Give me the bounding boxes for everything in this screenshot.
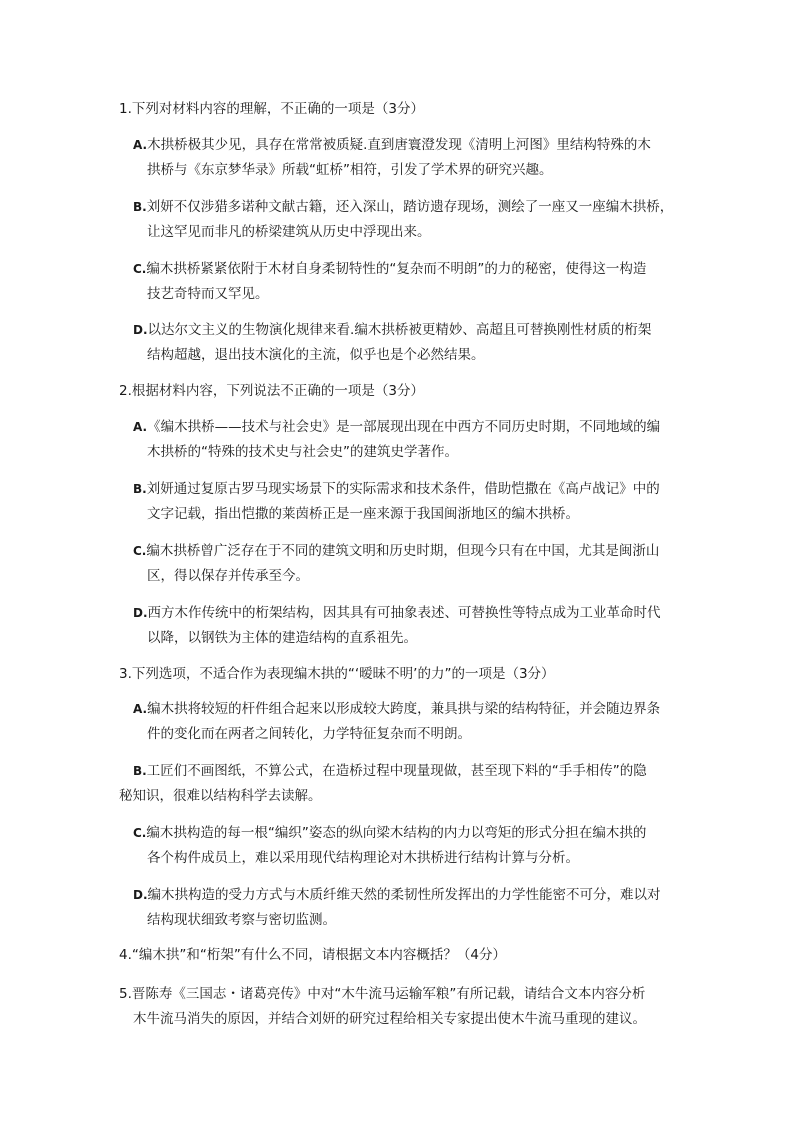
option-text-line1: 编木拱桥紧紧依附于木材自身柔韧特性的“复杂而不明朗”的力的秘密，使得这一构造 [146, 261, 647, 277]
option-text-line2: 结构现状细致考察与密切监测。 [147, 912, 336, 928]
question-1-option-c [133, 257, 679, 307]
option-label: B. [133, 482, 147, 496]
option-label: A. [133, 420, 148, 434]
option-text-line1: 刘妍通过复原古罗马现实场景下的实际需求和技术条件，借助恺撒在《高卢战记》中的 [146, 481, 660, 497]
option-text-line2: 拱桥与《东京梦华录》所载“虹桥”相符，引发了学术界的研究兴趣。 [147, 162, 553, 178]
question-3-option-b [119, 759, 679, 809]
question-1-stem: 1.下列对材料内容的理解，不正确的一项是（3分） [119, 101, 424, 117]
question-3-option-c [133, 821, 679, 871]
option-text-line2: 以降，以钢铁为主体的建造结构的直系祖先。 [147, 630, 417, 646]
option-text-line1: 西方木作传统中的桁架结构，因其具有可抽象表述、可替换性等特点成为工业革命时代 [147, 605, 661, 621]
option-text-line2: 秘知识，很难以结构科学去读解。 [119, 788, 322, 804]
option-text-line2: 技艺奇特而又罕见。 [147, 286, 269, 302]
question-1-option-d [133, 318, 679, 368]
option-text-line2: 木拱桥的“特殊的技术史与社会史”的建筑史学著作。 [147, 444, 458, 460]
option-text-line1: 编木拱构造的受力方式与木质纤维天然的柔韧性所发挥出的力学性能密不可分，难以对 [147, 887, 661, 903]
option-text-line1: 《编木拱桥——技术与社会史》是一部展现出现在中西方不同历史时期，不同地域的编 [147, 419, 661, 435]
option-label: C. [133, 262, 147, 276]
question-3-option-a [133, 697, 679, 747]
question-1-option-b [133, 195, 679, 245]
question-3-option-d [133, 883, 679, 933]
option-text-line2: 区，得以保存并传承至今。 [147, 568, 309, 584]
option-text-line1: 以达尔文主义的生物演化规律来看.编木拱桥被更精妙、高超且可替换刚性材质的桁架 [147, 322, 652, 338]
option-text-line2: 文字记载，指出恺撒的莱茵桥正是一座来源于我国闽浙地区的编木拱桥。 [147, 506, 579, 522]
option-text-line1: 编木拱构造的每一根“编织”姿态的纵向梁木结构的内力以弯矩的形式分担在编木拱的 [146, 825, 647, 841]
option-label: D. [133, 888, 148, 902]
option-label: B. [133, 764, 147, 778]
option-label: B. [133, 200, 147, 214]
option-label: D. [133, 323, 148, 337]
question-4-stem: 4.“编木拱”和“桁架”有什么不同，请根据文本内容概括？（4分） [119, 947, 506, 963]
question-5-stem [119, 982, 679, 1032]
option-text-line1: 刘妍不仅涉猎多诺种文献古籍，还入深山，踏访遗存现场，测绘了一座又一座编木拱桥， [146, 199, 674, 215]
question-2-option-a [133, 415, 679, 465]
option-text-line2: 结构超越，退出技木演化的主流，似乎也是个必然结果。 [147, 347, 485, 363]
option-text-line1: 编木拱将较短的杆件组合起来以形成较大跨度，兼具拱与梁的结构特征，并会随边界条 [147, 701, 661, 717]
question-5-line1: 5.晋陈寿《三国志・诸葛亮传》中对“木牛流马运输军粮”有所记载，请结合文本内容分析 [119, 986, 646, 1002]
option-label: D. [133, 606, 148, 620]
question-1-option-a [133, 133, 679, 183]
option-text-line1: 木拱桥极其少见，具存在常常被质疑.直到唐寰澄发现《清明上河图》里结构特殊的木 [147, 137, 651, 153]
question-2-stem: 2.根据材料内容，下列说法不正确的一项是（3分） [119, 383, 424, 399]
option-text-line1: 编木拱桥曾广泛存在于不同的建筑文明和历史时期，但现今只有在中国，尤其是闽浙山 [146, 543, 660, 559]
option-label: A. [133, 702, 148, 716]
option-text-line2: 各个构件成员上，难以采用现代结构理论对木拱桥进行结构计算与分析。 [147, 850, 579, 866]
option-text-line2: 让这罕见而非凡的桥梁建筑从历史中浮现出来。 [147, 224, 431, 240]
question-5-line2: 木牛流马消失的原因，并结合刘妍的研究过程给相关专家提出使木牛流马重现的建议。 [133, 1011, 646, 1027]
question-2-option-d [133, 601, 679, 651]
option-label: C. [133, 826, 147, 840]
option-label: A. [133, 138, 148, 152]
question-3-stem: 3.下列选项，不适合作为表现编木拱的“‘暧昧不明’的力”的一项是（3分） [119, 666, 555, 682]
question-2-option-c [133, 539, 679, 589]
question-2-option-b [133, 477, 679, 527]
option-text-line1: 工匠们不画图纸，不算公式，在造桥过程中现量现做，甚至现下料的“手手相传”的隐 [146, 763, 647, 779]
option-text-line2: 件的变化而在两者之间转化，力学特征复杂而不明朗。 [147, 726, 471, 742]
option-label: C. [133, 544, 147, 558]
